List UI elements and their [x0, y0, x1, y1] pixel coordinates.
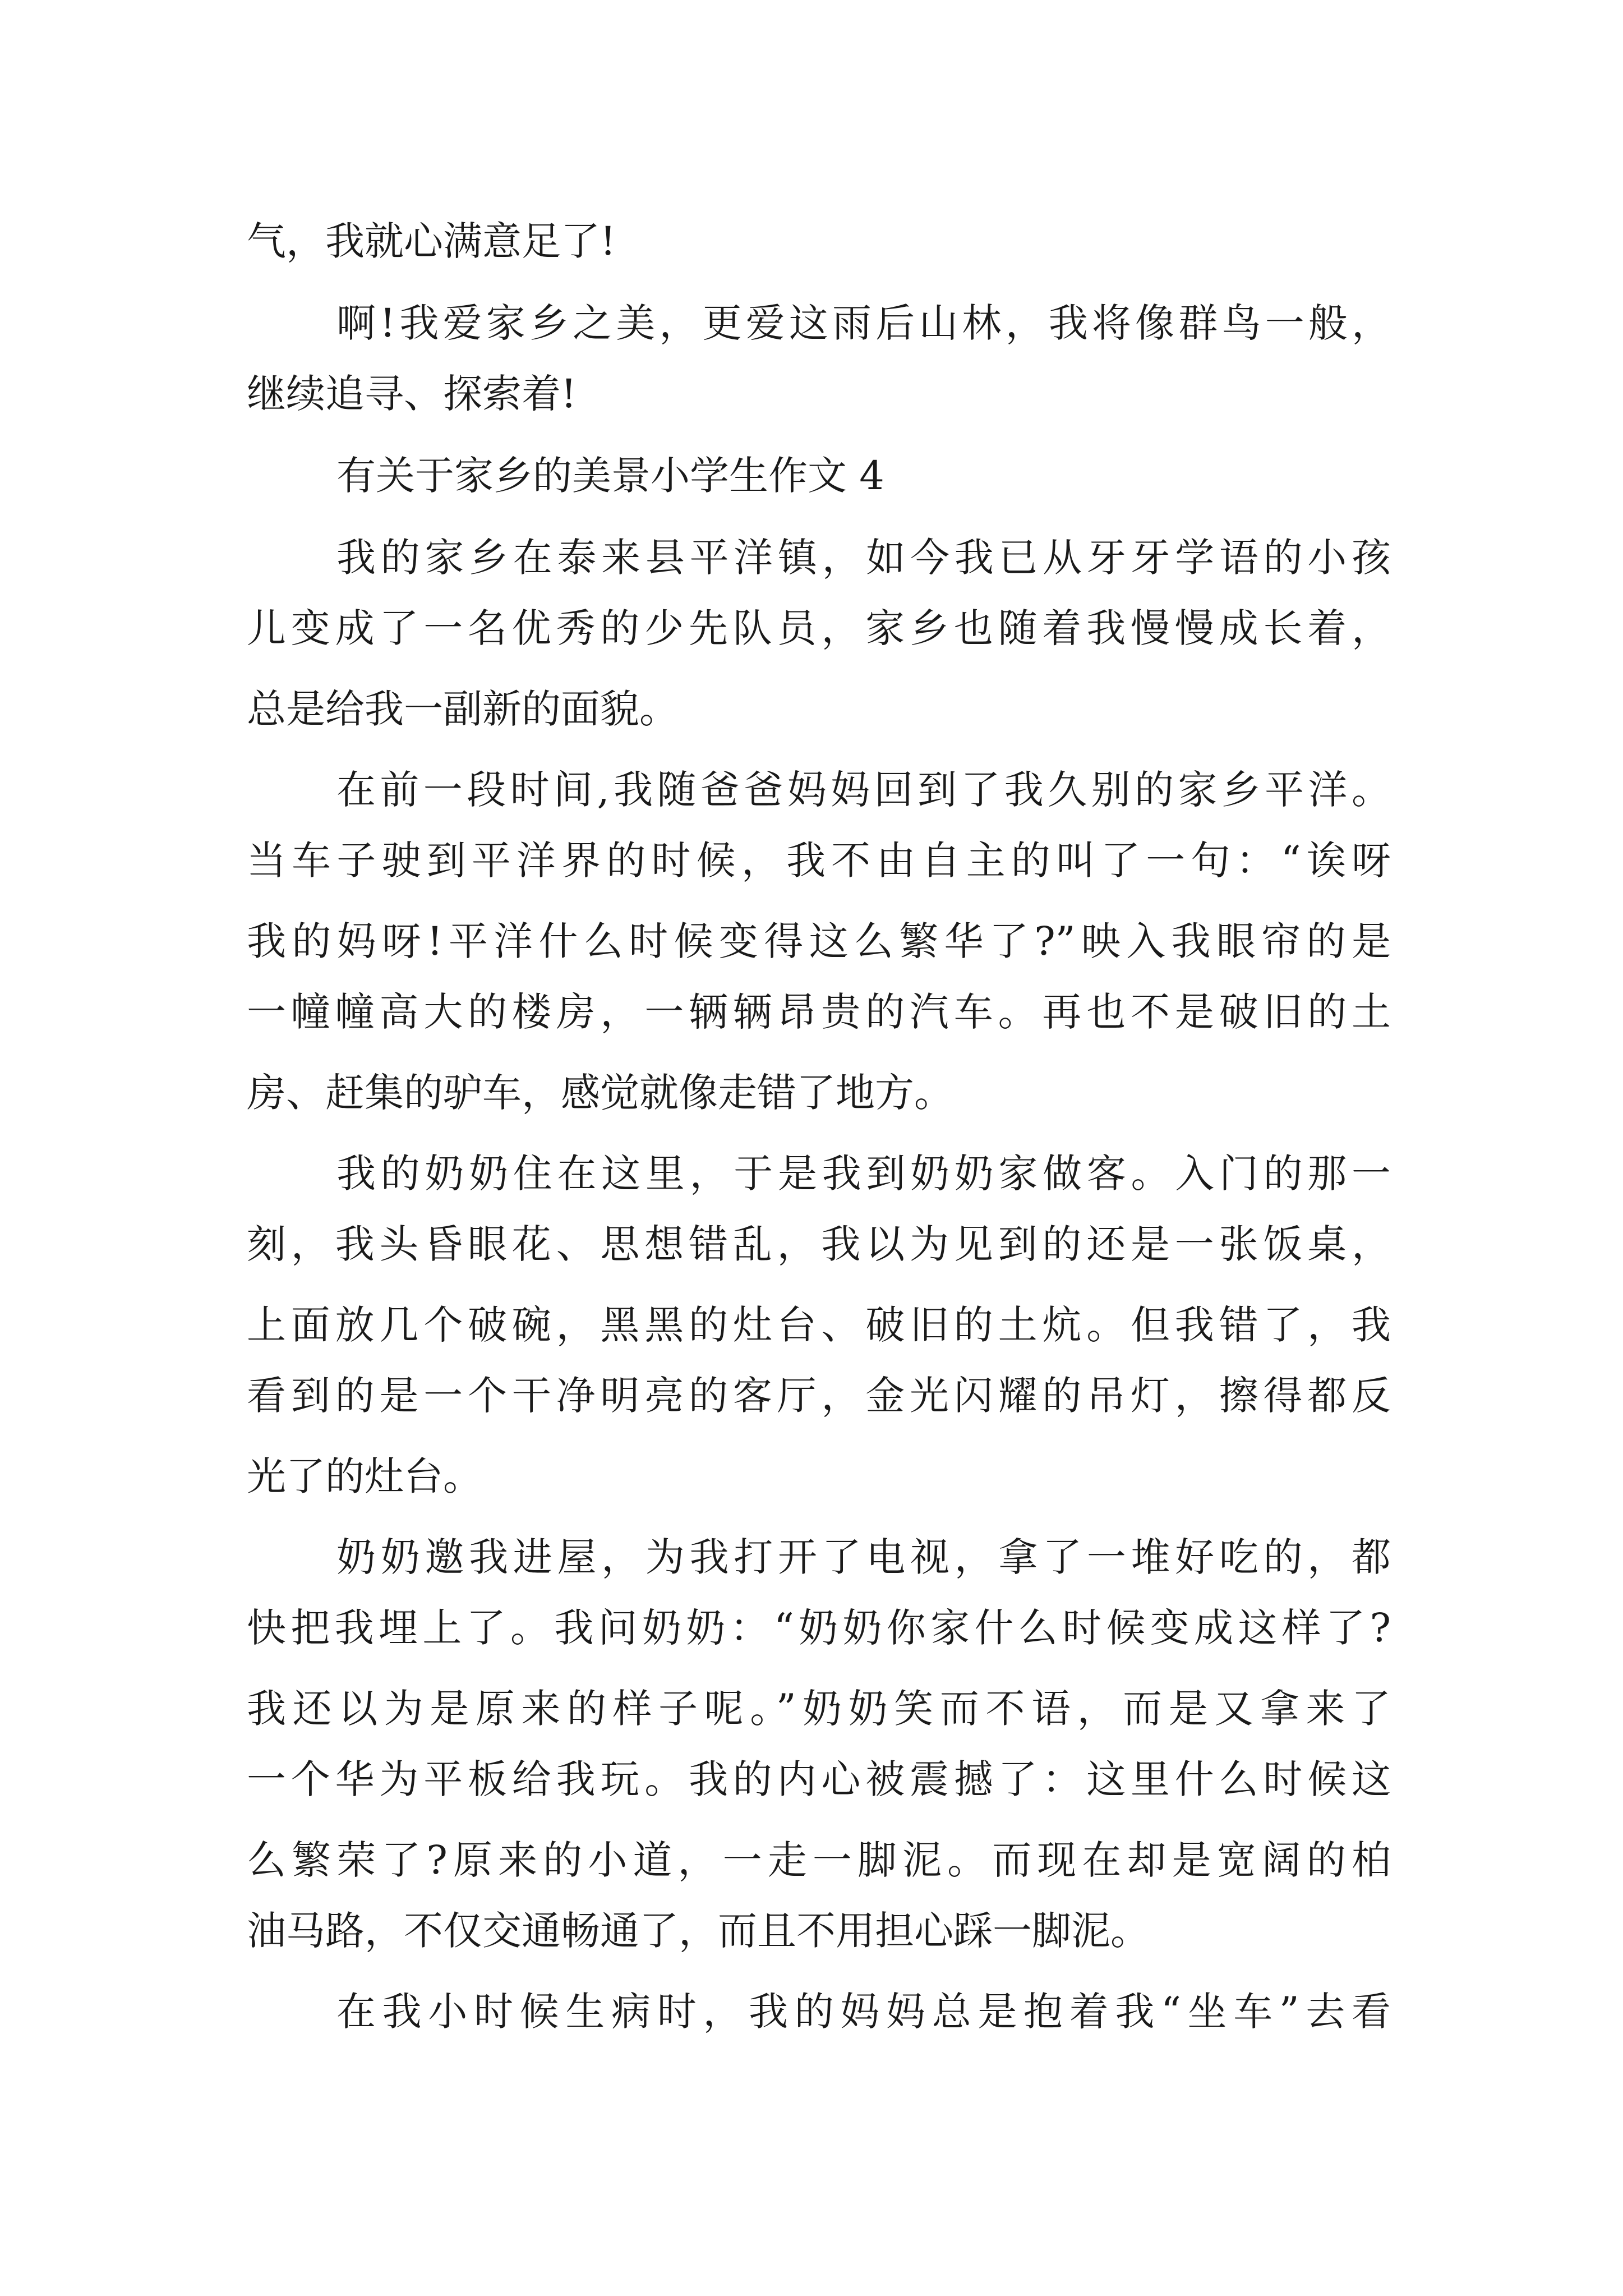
text-line: 当车子驶到平洋界的时候，我不由自主的叫了一句：“诶呀 — [247, 838, 1391, 884]
section-heading: 有关于家乡的美景小学生作文 4 — [336, 453, 884, 499]
text-line: 快把我埋上了。我问奶奶：“奶奶你家什么时候变成这样了? — [247, 1605, 1391, 1651]
text-line: 我的家乡在泰来县平洋镇，如今我已从牙牙学语的小孩 — [336, 535, 1391, 581]
text-line: 气，我就心满意足了! — [247, 218, 616, 264]
text-line: 房、赶集的驴车，感觉就像走错了地方。 — [247, 1070, 953, 1116]
text-line: 上面放几个破碗，黑黑的灶台、破旧的土炕。但我错了，我 — [247, 1302, 1391, 1348]
text-line: 我的妈呀!平洋什么时候变得这么繁华了?”映入我眼帘的是 — [247, 918, 1391, 964]
text-line: 我的奶奶住在这里，于是我到奶奶家做客。入门的那一 — [336, 1151, 1391, 1197]
text-line: 儿变成了一名优秀的少先队员，家乡也随着我慢慢成长着， — [247, 605, 1391, 651]
text-line: 看到的是一个干净明亮的客厅，金光闪耀的吊灯，擦得都反 — [247, 1373, 1391, 1419]
text-line: 奶奶邀我进屋，为我打开了电视，拿了一堆好吃的，都 — [336, 1534, 1391, 1580]
text-line: 刻，我头昏眼花、思想错乱，我以为见到的还是一张饭桌， — [247, 1221, 1391, 1267]
text-line: 啊!我爱家乡之美，更爱这雨后山林，我将像群鸟一般， — [336, 300, 1391, 346]
text-line: 继续追寻、探索着! — [247, 371, 577, 417]
text-line: 一幢幢高大的楼房，一辆辆昂贵的汽车。再也不是破旧的土 — [247, 989, 1391, 1035]
text-line: 一个华为平板给我玩。我的内心被震撼了：这里什么时候这 — [247, 1756, 1391, 1802]
text-line: 在前一段时间,我随爸爸妈妈回到了我久别的家乡平洋。 — [336, 767, 1391, 813]
text-line: 我还以为是原来的样子呢。”奶奶笑而不语，而是又拿来了 — [247, 1686, 1391, 1732]
text-line: 光了的灶台。 — [247, 1453, 482, 1499]
text-line: 油马路，不仅交通畅通了，而且不用担心踩一脚泥。 — [247, 1908, 1150, 1954]
text-line: 么繁荣了?原来的小道，一走一脚泥。而现在却是宽阔的柏 — [247, 1837, 1391, 1883]
text-line: 总是给我一副新的面貌。 — [247, 686, 679, 732]
text-line: 在我小时候生病时，我的妈妈总是抱着我“坐车”去看 — [336, 1989, 1391, 2035]
